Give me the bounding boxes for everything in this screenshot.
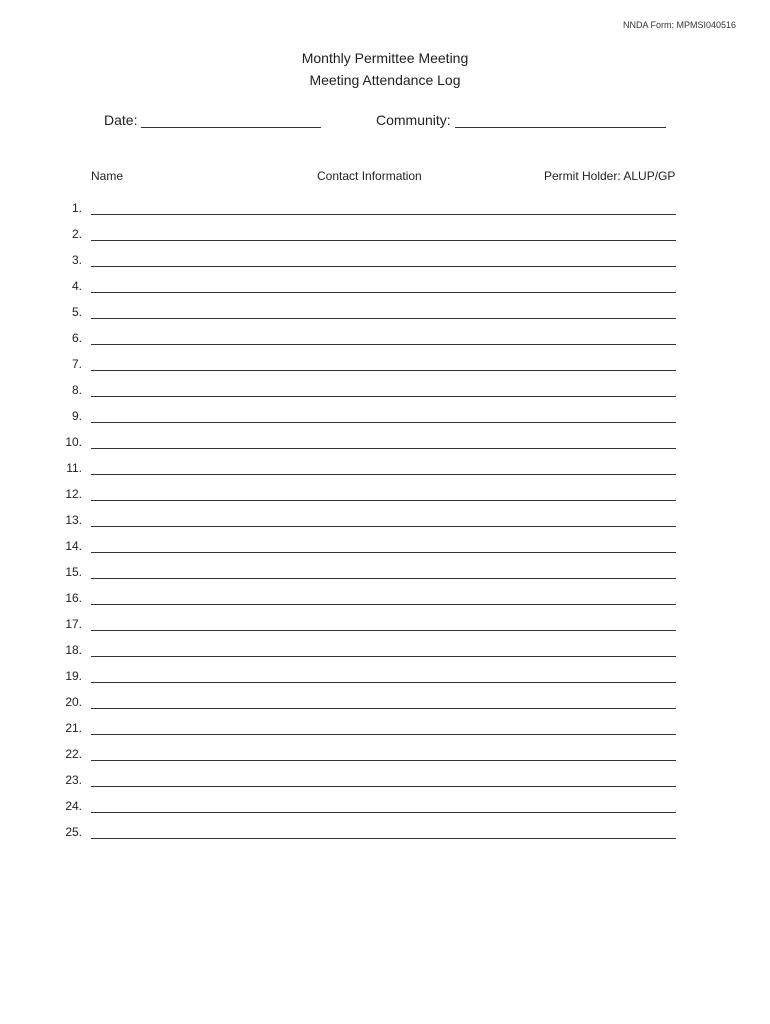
row-number: 7. (71, 357, 82, 371)
entry-line[interactable] (91, 578, 676, 579)
entry-line[interactable] (91, 734, 676, 735)
page-subtitle: Meeting Attendance Log (309, 72, 461, 88)
entry-line[interactable] (91, 318, 676, 319)
list-item (0, 770, 770, 790)
entry-line[interactable] (91, 474, 676, 475)
list-item (0, 640, 770, 660)
entry-line[interactable] (91, 370, 676, 371)
row-number: 22. (65, 747, 82, 761)
list-item (0, 432, 770, 452)
row-number: 24. (65, 799, 82, 813)
title-block (0, 47, 770, 91)
community-label: Community: (376, 112, 451, 128)
row-number: 3. (71, 253, 82, 267)
row-number: 23. (65, 773, 82, 787)
row-number: 10. (65, 435, 82, 449)
list-item (0, 354, 770, 374)
row-number: 25. (65, 825, 82, 839)
list-item (0, 276, 770, 296)
list-item (0, 406, 770, 426)
entry-line[interactable] (91, 448, 676, 449)
date-field (104, 112, 321, 128)
entry-line[interactable] (91, 682, 676, 683)
row-number: 9. (71, 409, 82, 423)
row-number: 16. (65, 591, 82, 605)
row-number: 2. (71, 227, 82, 241)
row-number: 21. (65, 721, 82, 735)
list-item (0, 250, 770, 270)
entry-line[interactable] (91, 604, 676, 605)
entry-line[interactable] (91, 292, 676, 293)
column-header-permit: Permit Holder: ALUP/GP (544, 169, 676, 183)
list-item (0, 822, 770, 842)
row-number: 20. (65, 695, 82, 709)
list-item (0, 588, 770, 608)
list-item (0, 666, 770, 686)
list-item (0, 224, 770, 244)
list-item (0, 484, 770, 504)
row-number: 4. (71, 279, 82, 293)
entry-line[interactable] (91, 630, 676, 631)
entry-line[interactable] (91, 240, 676, 241)
list-item (0, 718, 770, 738)
list-item (0, 302, 770, 322)
list-item (0, 796, 770, 816)
entry-line[interactable] (91, 214, 676, 215)
entry-line[interactable] (91, 656, 676, 657)
form-id: NNDA Form: MPMSI040516 (622, 20, 736, 30)
entry-line[interactable] (91, 708, 676, 709)
entry-line[interactable] (91, 500, 676, 501)
page-title: Monthly Permittee Meeting (301, 50, 469, 66)
entry-line[interactable] (91, 786, 676, 787)
entry-line[interactable] (91, 344, 676, 345)
row-number: 6. (71, 331, 82, 345)
list-item (0, 536, 770, 556)
list-item (0, 380, 770, 400)
entry-line[interactable] (91, 760, 676, 761)
list-item (0, 510, 770, 530)
row-number: 12. (65, 487, 82, 501)
list-item (0, 614, 770, 634)
row-number: 14. (65, 539, 82, 553)
row-number: 19. (65, 669, 82, 683)
community-field (376, 112, 666, 128)
entry-line[interactable] (91, 266, 676, 267)
entry-line[interactable] (91, 526, 676, 527)
header-fields (104, 112, 704, 134)
row-number: 13. (65, 513, 82, 527)
community-input-line[interactable] (455, 113, 666, 128)
entry-line[interactable] (91, 552, 676, 553)
list-item (0, 198, 770, 218)
column-header-contact: Contact Information (317, 169, 422, 183)
entry-line[interactable] (91, 838, 676, 839)
row-number: 5. (71, 305, 82, 319)
row-number: 8. (71, 383, 82, 397)
list-item (0, 692, 770, 712)
date-label: Date: (104, 112, 138, 128)
date-input-line[interactable] (141, 113, 321, 128)
row-number: 15. (65, 565, 82, 579)
row-number: 1. (71, 201, 82, 215)
list-item (0, 562, 770, 582)
list-item (0, 328, 770, 348)
row-number: 17. (65, 617, 82, 631)
entry-line[interactable] (91, 396, 676, 397)
column-header-name: Name (91, 169, 124, 183)
row-number: 18. (65, 643, 82, 657)
list-item (0, 744, 770, 764)
list-item (0, 458, 770, 478)
entry-line[interactable] (91, 812, 676, 813)
row-number: 11. (66, 461, 82, 475)
entry-line[interactable] (91, 422, 676, 423)
